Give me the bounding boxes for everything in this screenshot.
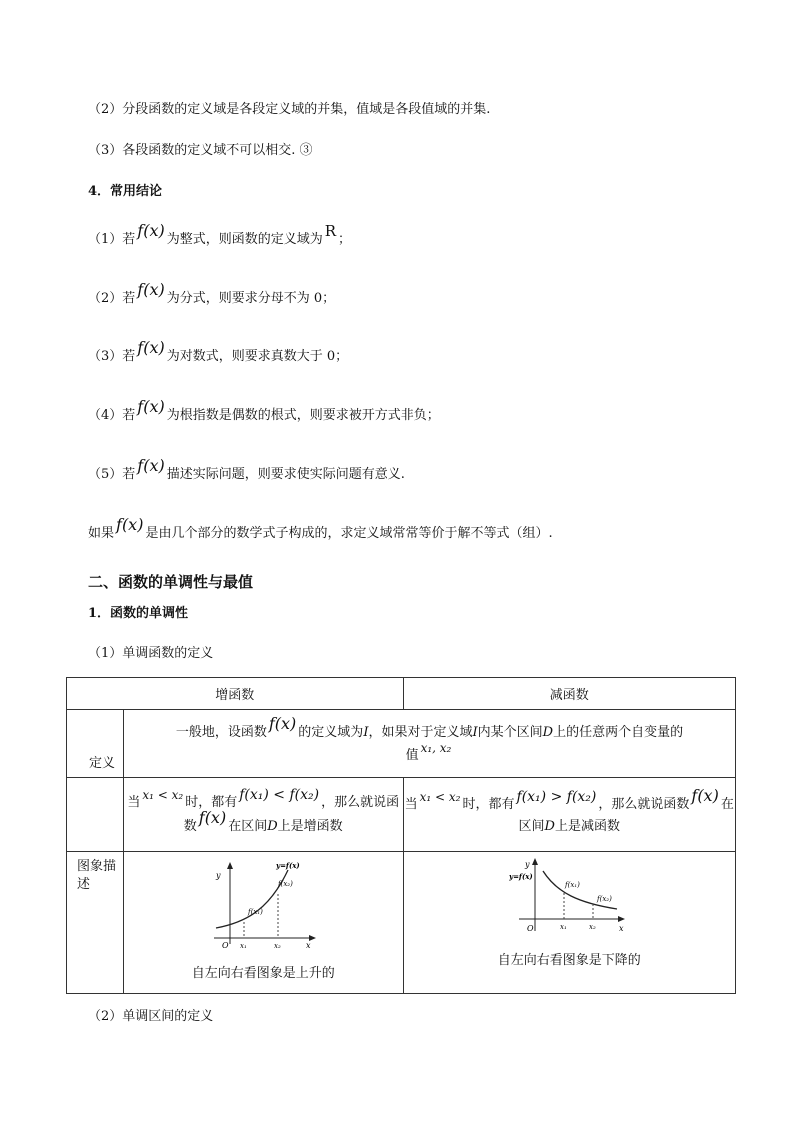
dec-tail2: 在区间 (518, 796, 734, 834)
sub-heading-definition: （1）单调函数的定义 (88, 646, 214, 661)
inc-D: D (267, 819, 278, 834)
def-I-2: I (472, 725, 478, 740)
inc-tail: ，那么就说函数 (183, 795, 400, 834)
x-label: x (619, 924, 624, 933)
dec-then: 时，都有 (462, 796, 515, 812)
x1-label: x₁ (560, 923, 568, 931)
conclusion-4 (88, 397, 440, 423)
origin-label: O (222, 941, 229, 950)
def-a: 一般地，设函数 (175, 725, 267, 740)
inc-tail2: 在区间 (228, 819, 268, 834)
increasing-condition (123, 778, 403, 852)
header-increasing: 增函数 (67, 678, 404, 710)
conclusion-1 (88, 221, 352, 247)
fx-symbol: f(x) (116, 515, 144, 534)
decreasing-graph-cell (403, 852, 736, 994)
conclusion-2 (88, 280, 336, 306)
y-label: y (216, 871, 221, 880)
definition-cell (123, 710, 735, 778)
section-title: 二、函数的单调性与最值 (88, 573, 254, 591)
heading-monotonicity: 1．函数的单调性 (88, 606, 189, 621)
row-label-definition: 定义 (67, 710, 124, 778)
fx-symbol: f(x) (691, 785, 719, 805)
decreasing-condition (403, 778, 736, 852)
decreasing-graph (509, 857, 629, 937)
def-d: 内某个区间 (477, 725, 543, 740)
def-I: I (363, 725, 369, 740)
conclusion-5-text: 描述实际问题，则要求使实际问题有意义. (166, 467, 405, 482)
dec-ineq: f(x₁) > f(x₂) (516, 788, 597, 805)
monotonic-table (66, 677, 736, 994)
def-f: 值 (405, 748, 419, 763)
conclusion-1-end: ； (338, 232, 352, 247)
decreasing-caption: 自左向右看图象是下降的 (497, 953, 641, 968)
y-arrow-icon (227, 862, 233, 869)
conclusion-4-text: 为根指数是偶数的根式，则要求被开方式非负； (166, 408, 440, 423)
fx-symbol: f(x) (137, 456, 165, 475)
fx-symbol: f(x) (137, 338, 165, 357)
fx-symbol: f(x) (137, 397, 165, 416)
conclusion-3 (88, 338, 349, 364)
conclusion-5 (88, 456, 405, 482)
increasing-caption: 自左向右看图象是上升的 (191, 966, 335, 981)
x-arrow-icon (618, 916, 625, 922)
conclusion-3-text: 为对数式，则要求真数大于 0； (166, 349, 349, 364)
increasing-graph-cell (123, 852, 403, 994)
conclusion-2-text: 为分式，则要求分母不为 0； (166, 291, 336, 306)
increasing-curve (216, 870, 288, 928)
def-D: D (542, 725, 554, 740)
conclusion-3-prefix: （3）若 (88, 349, 136, 364)
sub-heading-interval: （2）单调区间的定义 (88, 1009, 214, 1024)
summary-prefix: 如果 (88, 526, 115, 541)
decreasing-curve (543, 871, 617, 909)
def-c: ，如果对于定义域 (368, 725, 473, 740)
dec-cond: x₁ < x₂ (419, 789, 461, 804)
summary-line (88, 515, 553, 541)
fx1-label: f(x₁) (248, 908, 264, 916)
inc-cond: x₁ < x₂ (142, 788, 184, 802)
y-label: y (525, 860, 530, 869)
header-decreasing: 减函数 (403, 678, 736, 710)
dec-D: D (544, 818, 555, 834)
x-label: x (306, 941, 311, 950)
heading-common-conclusions: 4．常用结论 (88, 184, 163, 199)
fx-symbol: f(x) (268, 714, 297, 733)
row-label-graph: 图象描述 (67, 852, 124, 994)
x1-label: x₁ (240, 942, 247, 950)
fx-symbol: f(x) (137, 280, 165, 299)
curve-label: y=f(x) (509, 872, 533, 881)
real-set-symbol: R (324, 222, 337, 240)
empty-label-cell (67, 778, 124, 852)
summary-text: 是由几个部分的数学式子构成的，求定义域常常等价于解不等式（组）. (145, 526, 553, 541)
conclusion-4-prefix: （4）若 (88, 408, 136, 423)
dec-tail: ，那么就说函数 (598, 796, 690, 812)
conclusion-5-prefix: （5）若 (88, 467, 136, 482)
fx2-label: f(x₂) (278, 880, 294, 888)
origin-label: O (527, 924, 534, 933)
x2-label: x₂ (274, 942, 281, 950)
curve-label: y=f(x) (276, 861, 300, 870)
conclusion-1-prefix: （1）若 (88, 232, 136, 247)
inc-when: 当 (127, 795, 141, 810)
def-b: 的定义域为 (298, 725, 364, 740)
inc-tail3: 上是增函数 (277, 819, 343, 834)
dec-tail3: 上是减函数 (554, 818, 620, 834)
item-3: （3）各段函数的定义域不可以相交. ③ (88, 143, 313, 158)
fx-symbol: f(x) (198, 808, 227, 827)
def-e: 上的任意两个自变量的 (553, 725, 684, 740)
inc-ineq: f(x₁) < f(x₂) (239, 787, 320, 803)
dec-when: 当 (404, 796, 418, 812)
conclusion-1-text: 为整式，则函数的定义域为 (166, 232, 323, 247)
y-arrow-icon (532, 858, 538, 865)
fx2-label: f(x₂) (597, 895, 613, 903)
conclusion-2-prefix: （2）若 (88, 291, 136, 306)
fx1-label: f(x₁) (565, 881, 581, 889)
inc-then: 时，都有 (185, 795, 238, 810)
increasing-graph (208, 860, 318, 950)
def-vars: x₁, x₂ (420, 741, 452, 755)
fx-symbol: f(x) (137, 221, 165, 240)
item-2: （2）分段函数的定义域是各段定义域的并集，值域是各段值域的并集. (88, 102, 491, 117)
x2-label: x₂ (589, 923, 597, 931)
